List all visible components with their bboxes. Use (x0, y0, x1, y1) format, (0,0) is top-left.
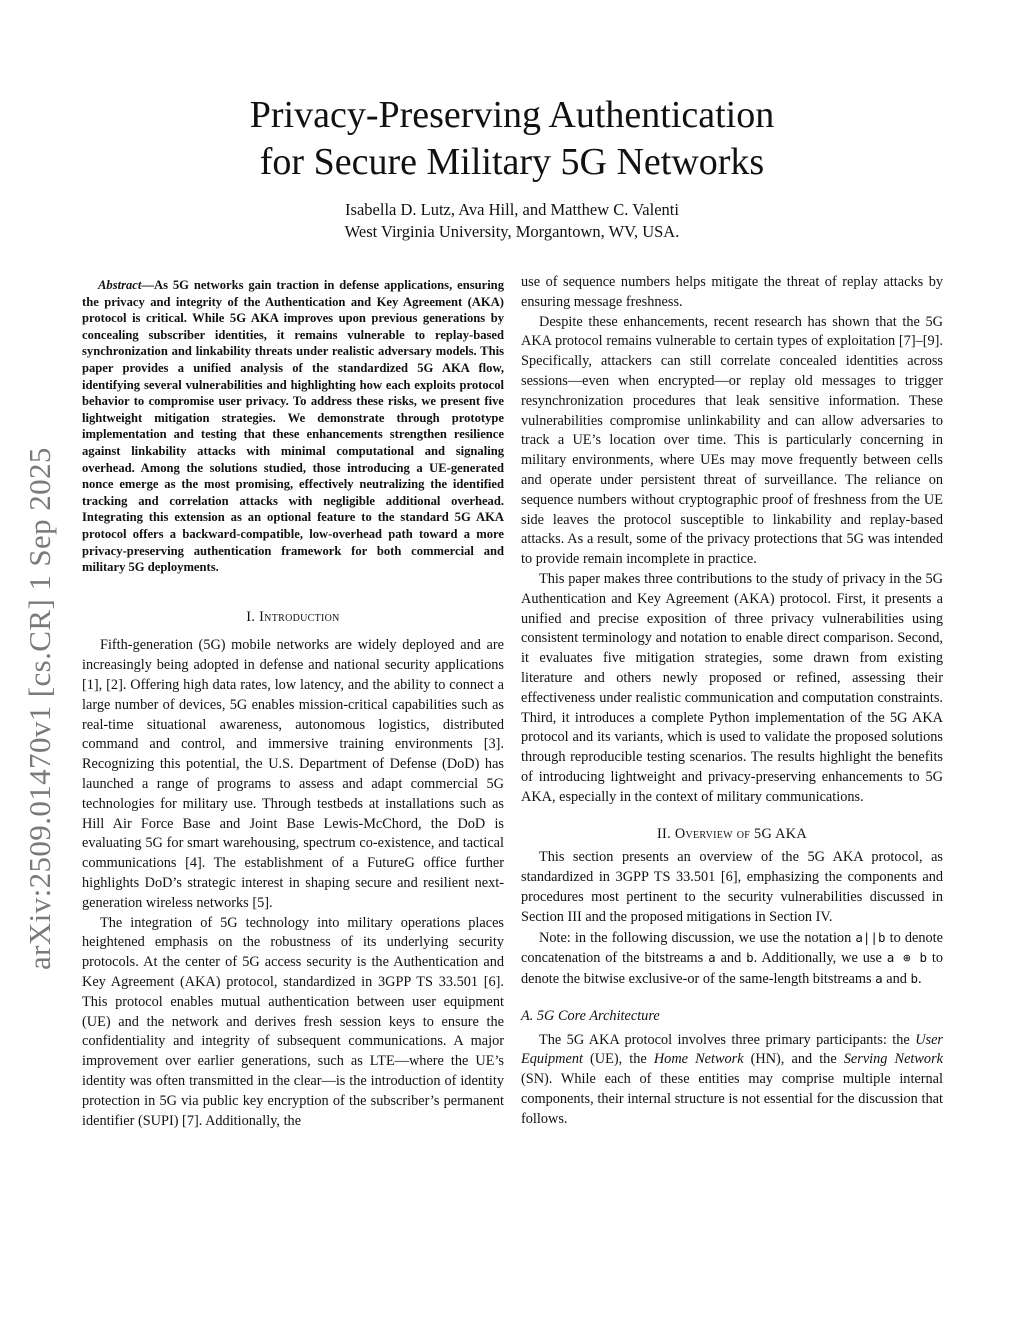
note-text: to denote the bitwise exclusive-or of the same-length bitstreams (521, 950, 944, 988)
note-text: Note: in the following discussion, we use the notation (539, 929, 856, 946)
term-home-network: Home Network (653, 1051, 744, 1068)
section-heading-introduction (82, 608, 504, 628)
notation-var: a (708, 950, 716, 966)
notation-concat: a||b (855, 929, 886, 945)
section-number: II. (656, 825, 671, 842)
intro-paragraph-1: Fifth-generation (5G) mobile networks are widely deployed and are increasingly being adopted in defense and national security applications [1], [2]. Offering high data rates, low latency, and the ability to connect a large number of devices, 5G enables mission-critical capabilities such as real-time situational awareness, autonomous logistics, distributed command and control, and immersive training environments [3]. Recognizing this potential, the U.S. Department of Defense (DoD) has launched a range of programs to assess and adapt commercial 5G technologies for military use. Through testbeds at installations such as Hill Air Force Base and Joint Base Lewis-McChord, the DoD is evaluating 5G for smart warehousing, spectrum co-existence, and tactical communications [4]. The establishment of a FutureG office further highlights DoD’s strategic interest in shaping secure and resilient next-generation wireless networks [5]. (82, 637, 504, 911)
abstract (82, 277, 504, 576)
subsection-heading-core-architecture (521, 1007, 943, 1027)
notation-var: b (910, 971, 919, 987)
core-architecture-paragraph (521, 1031, 943, 1130)
paper-title (150, 92, 874, 186)
notation-xor: a ⊕ b (886, 950, 927, 966)
author-affiliation: West Virginia University, Morgantown, WV, USA. (344, 222, 680, 241)
abstract-label: Abstract (98, 278, 142, 292)
note-text: and (715, 950, 747, 967)
para-text: (UE), the (582, 1051, 654, 1068)
author-names: Isabella D. Lutz, Ava Hill, and Matthew C. Valenti (345, 200, 679, 219)
left-column (82, 277, 504, 1131)
title-line-1: Privacy-Preserving Authentication (249, 94, 775, 136)
note-text: . Additionally, we use (753, 950, 887, 967)
notation-var: a (875, 971, 883, 987)
intro-paragraph-3: Despite these enhancements, recent research has shown that the 5G AKA protocol remains vulnerable to certain types of exploitation [7]–[9]. Specifically, attackers can still correlate concealed identities across sessions—even when encrypted—or replay old messages to trigger resynchronization procedures that leak sensitive information. These vulnerabilities compromise unlinkability and can allow adversaries to track a UE’s location over time. This is particularly concerning in military environments, where UEs may move frequently between cells and operate under persistent threat of surveillance. The reliance on sequence numbers without cryptographic proof of freshness from the UE side leaves the protocol susceptible to linkability and replay-based attacks. As a result, some of the privacy protections that 5G was intended to provide remain incomplete in practice. (521, 313, 943, 568)
note-text: . (918, 971, 922, 988)
intro-paragraph-continuation: use of sequence numbers helps mitigate the threat of replay attacks by ensuring message freshness. (521, 274, 943, 310)
term-user-equipment: User Equipment (521, 1031, 943, 1068)
para-text: The 5G AKA protocol involves three primary participants: the (539, 1031, 916, 1048)
author-block (150, 199, 874, 243)
intro-paragraph-4: This paper makes three contributions to the study of privacy in the 5G Authentication and Key Agreement (AKA) protocol. First, it presents a unified and precise exposition of three privacy vulnerabilities using consistent terminology and notation to enable direct comparison. Second, it evaluates five mitigation strategies, some drawn from existing literature and others newly proposed or refined, assessing their effectiveness under realistic communication and computation constraints. Third, it introduces a complete Python implementation of the 5G AKA protocol and its variants, which is used to validate the proposed solutions through reproducible testing scenarios. The results highlight the benefits of introducing lightweight and privacy-preserving enhancements to 5G AKA, especially in the context of military communications. (521, 570, 943, 805)
subsection-label: A. (521, 1007, 534, 1024)
title-line-2: for Secure Military 5G Networks (259, 141, 765, 183)
section-heading-overview (521, 825, 943, 845)
para-text: (HN), and the (743, 1051, 844, 1068)
arxiv-identifier: arXiv:2509.01470v1 [cs.CR] 1 Sep 2025 (22, 447, 57, 970)
intro-paragraph-2: The integration of 5G technology into military operations places heightened emphasis on the robustness of its underlying security protocols. At the center of 5G access security is the Authentication and Key Agreement (AKA) protocol, standardized in 3GPP TS 33.501 [6]. This protocol enables mutual authentication between user equipment (UE) and the network and derives fresh session keys to ensure the confidentiality and integrity of subsequent communications. A major improvement over earlier generations, such as LTE—where the UE’s identity was often transmitted in the clear—is the introduction of identity protection in 5G via public key encryption of the subscriber’s permanent identifier (SUPI) [7]. Additionally, the (82, 914, 504, 1129)
notation-var: b (746, 950, 754, 966)
para-text: (SN). While each of these entities may comprise multiple internal components, their internal structure is not essential for the discussion that follows. (521, 1071, 943, 1127)
note-text: to denote concatenation of the bitstreams (521, 929, 943, 967)
section-title: Introduction (259, 608, 340, 625)
section-title: Overview of 5G AKA (674, 825, 808, 842)
term-serving-network: Serving Network (843, 1051, 943, 1068)
overview-paragraph-1: This section presents an overview of the 5G AKA protocol, as standardized in 3GPP TS 33.501 [6], emphasizing the components and procedures most pertinent to the security vulnerabilities discussed in Section III and the proposed mitigations in Section IV. (521, 849, 943, 925)
subsection-title: 5G Core Architecture (536, 1007, 660, 1024)
section-number: I. (246, 608, 256, 625)
right-column (521, 273, 943, 1130)
abstract-text: —As 5G networks gain traction in defense applications, ensuring the privacy and integrity of the Authentication and Key Agreement (AKA) protocol is critical. While 5G AKA improves upon previous generations by concealing subscriber identities, it remains vulnerable to replay-based synchronization and linkability threats under realistic adversary models. This paper provides a unified analysis of the standardized 5G AKA flow, identifying several vulnerabilities and highlighting how each exploits protocol behavior to compromise user privacy. To address these risks, we present five lightweight mitigation strategies. We demonstrate through prototype implementation and testing that these enhancements strengthen resilience against linkability attacks with minimal computational and signaling overhead. Among the solutions studied, those introducing a UE-generated nonce emerge as the most promising, effectively neutralizing the identified tracking and correlation attacks with negligible additional overhead. Integrating this extension as an optional feature to the standard 5G AKA protocol offers a backward-compatible, low-overhead path toward a more privacy-preserving authentication framework for both commercial and military 5G deployments. (82, 278, 504, 575)
notation-paragraph (521, 928, 943, 990)
note-text: and (882, 971, 911, 988)
